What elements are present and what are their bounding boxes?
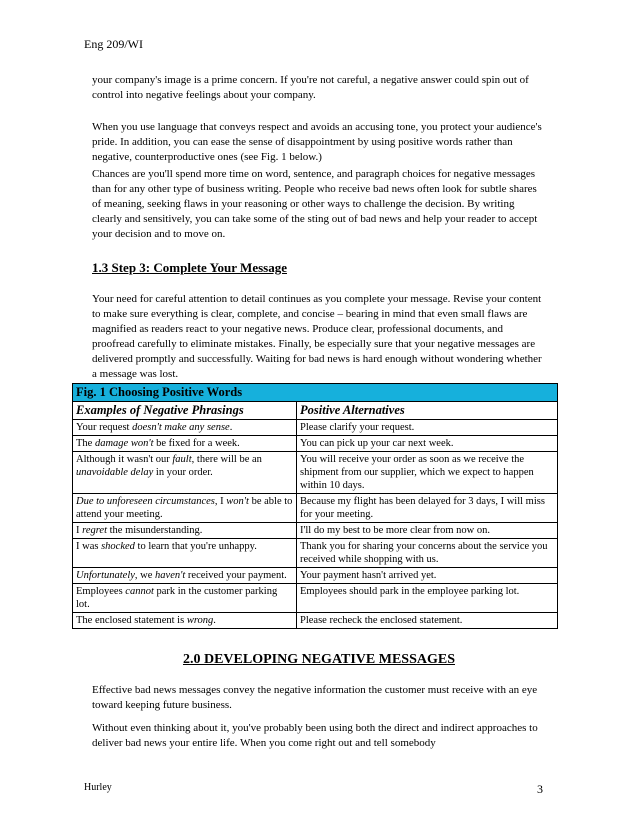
positive-words-table [72,383,558,629]
positive-alternative-cell: Thank you for sharing your concerns about the service you received while shopping with us. [297,539,558,568]
negative-word: damage won't [94,438,154,449]
paragraph-image-concern: your company's image is a prime concern. If you're not careful, a negative answer could spin out of control into negative feelings about your company. [92,74,529,101]
negative-word: cannot [125,586,154,597]
positive-alternative-cell: You can pick up your car next week. [297,436,558,452]
negative-phrasing-cell [73,613,297,629]
positive-alternative-cell: Employees should park in the employee parking lot. [297,584,558,613]
negative-word: wrong [186,615,214,626]
phrase-text: , I [214,496,227,507]
phrase-text: , there will be an [191,454,262,465]
phrase-text: . [229,422,233,433]
phrase-text: Employees [76,586,126,597]
phrase-text: I was [76,541,102,552]
positive-alternative-cell: You will receive your order as soon as we receive the shipment from our supplier, which we expect to happen within 10 days. [297,452,558,494]
phrase-text: The enclosed statement is [76,615,187,626]
phrase-text: The [76,438,95,449]
negative-word: shocked [101,541,135,552]
page-number: 3 [537,782,543,796]
phrase-text: Although it wasn't our [76,454,173,465]
phrase-text: be able to attend your meeting. [76,496,293,520]
phrase-text: , we [134,570,156,581]
table-row [73,523,558,539]
phrase-text: the misunderstanding. [107,525,203,536]
negative-phrasing-cell [73,584,297,613]
paragraph-effective-bad-news: Effective bad news messages convey the negative information the customer must receive with an eye toward keeping future business. [92,684,538,711]
phrase-text: to learn that you're unhappy. [134,541,257,552]
positive-alternative-cell: Please clarify your request. [297,420,558,436]
table-row [73,494,558,523]
negative-word: Due to unforeseen circumstances [76,496,215,507]
table-row [73,436,558,452]
negative-word: unavoidable delay [76,467,154,478]
table-row [73,539,558,568]
negative-phrasing-cell [73,539,297,568]
phrase-text: in your order. [153,467,213,478]
paragraph-complete-message: Your need for careful attention to detail continues as you complete your message. Revise your content to make sure everything is clear, complete, and concise – bearing in mind that even small flaws are magnified as readers react to your negative news. Produce clear, professional documents, and proofread carefully to eliminate mistakes. Finally, be especially sure that your negative messages are delivered promptly and successfully. Waiting for bad news is hard enough without wondering whether a message was lost. [92,293,542,380]
negative-word: haven't [155,570,186,581]
negative-word: regret [82,525,108,536]
positive-alternative-cell: Because my flight has been delayed for 3 days, I will miss for your meeting. [297,494,558,523]
page-header: Eng 209/WI [84,37,143,51]
phrase-text: be fixed for a week. [153,438,240,449]
negative-word: won't [226,496,249,507]
paragraph-respectful-language: When you use language that conveys respect and avoids an accusing tone, you protect your audience's pride. In addition, you can ease the sense of disappointment by using positive words rather than negative, counterproductive ones (see Fig. 1 below.) [92,121,542,163]
column-header-positive: Positive Alternatives [297,402,558,420]
phrase-text: . [213,615,216,626]
column-header-negative: Examples of Negative Phrasings [73,402,297,420]
negative-phrasing-cell [73,436,297,452]
table-row [73,613,558,629]
table-row [73,420,558,436]
paragraph-word-choices: Chances are you'll spend more time on word, sentence, and paragraph choices for negative messages than for any other type of business writing. People who receive bad news often look for subtle shares of meaning, seeking flaws in your reasoning or other ways to challenge the decision. By writing clearly and sensitively, you can take some of the sting out of bad news and help your reader to accept your decision and to move on. [92,168,538,240]
positive-alternative-cell: I'll do my best to be more clear from now on. [297,523,558,539]
paragraph-direct-indirect: Without even thinking about it, you've probably been using both the direct and indirect approaches to deliver bad news your entire life. When you come right out and tell somebody [92,722,538,749]
section-heading-1-3: 1.3 Step 3: Complete Your Message [92,260,287,275]
negative-word: fault [172,454,192,465]
phrase-text: received your payment. [185,570,287,581]
negative-word: Unfortunately [76,570,135,581]
negative-phrasing-cell [73,568,297,584]
phrase-text: I [76,525,83,536]
positive-alternative-cell: Your payment hasn't arrived yet. [297,568,558,584]
table-row [73,568,558,584]
table-row [73,584,558,613]
footer-author: Hurley [84,782,112,793]
figure-title: Fig. 1 Choosing Positive Words [73,384,558,402]
table-row [73,452,558,494]
phrase-text: Your request [76,422,133,433]
table-body [73,420,558,629]
negative-phrasing-cell [73,452,297,494]
phrase-text: park in the customer parking lot. [76,586,278,610]
positive-alternative-cell: Please recheck the enclosed statement. [297,613,558,629]
negative-word: doesn't make any sense [132,422,230,433]
negative-phrasing-cell [73,523,297,539]
negative-phrasing-cell [73,420,297,436]
section-heading-2-0: 2.0 DEVELOPING NEGATIVE MESSAGES [182,652,455,667]
negative-phrasing-cell [73,494,297,523]
